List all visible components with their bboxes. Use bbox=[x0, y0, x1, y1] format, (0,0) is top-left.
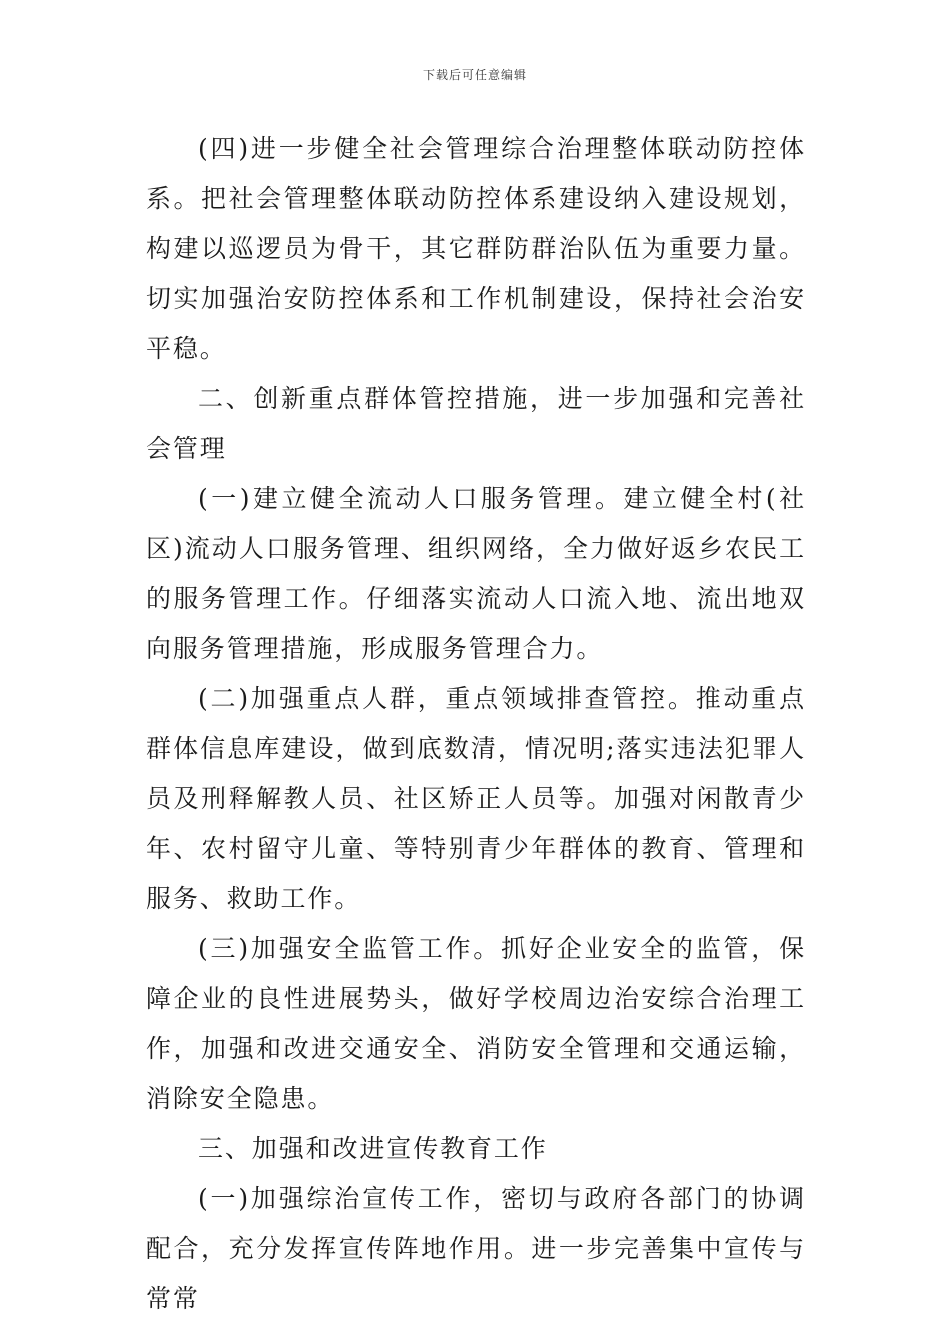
paragraph-2-key-groups: (二)加强重点人群，重点领域排查管控。推动重点群体信息库建设，做到底数清，情况明;落实违法犯罪人员及刑释解教人员、社区矫正人员等。加强对闲散青少年、农村留守儿童、等特别青少年群体的教育、管理和服务、救助工作。 bbox=[146, 684, 806, 913]
header-note: 下载后可任意编辑 bbox=[422, 68, 527, 82]
document-body bbox=[146, 124, 806, 1324]
paragraph-4-joint-prevention: (四)进一步健全社会管理综合治理整体联动防控体系。把社会管理整体联动防控体系建设纳入建设规划，构建以巡逻员为骨干，其它群防群治队伍为重要力量。切实加强治安防控体系和工作机制建设，保持社会治安平稳。 bbox=[146, 134, 806, 363]
section-heading-3: 三、加强和改进宣传教育工作 bbox=[198, 1134, 548, 1163]
paragraph-3-safety-supervision: (三)加强安全监管工作。抓好企业安全的监管，保障企业的良性进展势头，做好学校周边治安综合治理工作，加强和改进交通安全、消防安全管理和交通运输，消除安全隐患。 bbox=[146, 934, 806, 1113]
paragraph-1-floating-population: (一)建立健全流动人口服务管理。建立健全村(社区)流动人口服务管理、组织网络，全力做好返乡农民工的服务管理工作。仔细落实流动人口流入地、流出地双向服务管理措施，形成服务管理合力。 bbox=[146, 484, 806, 663]
paragraph-1-publicity: (一)加强综治宣传工作，密切与政府各部门的协调配合，充分发挥宣传阵地作用。进一步完善集中宣传与常常 bbox=[146, 1184, 806, 1313]
section-heading-2: 二、创新重点群体管控措施，进一步加强和完善社会管理 bbox=[146, 384, 806, 463]
